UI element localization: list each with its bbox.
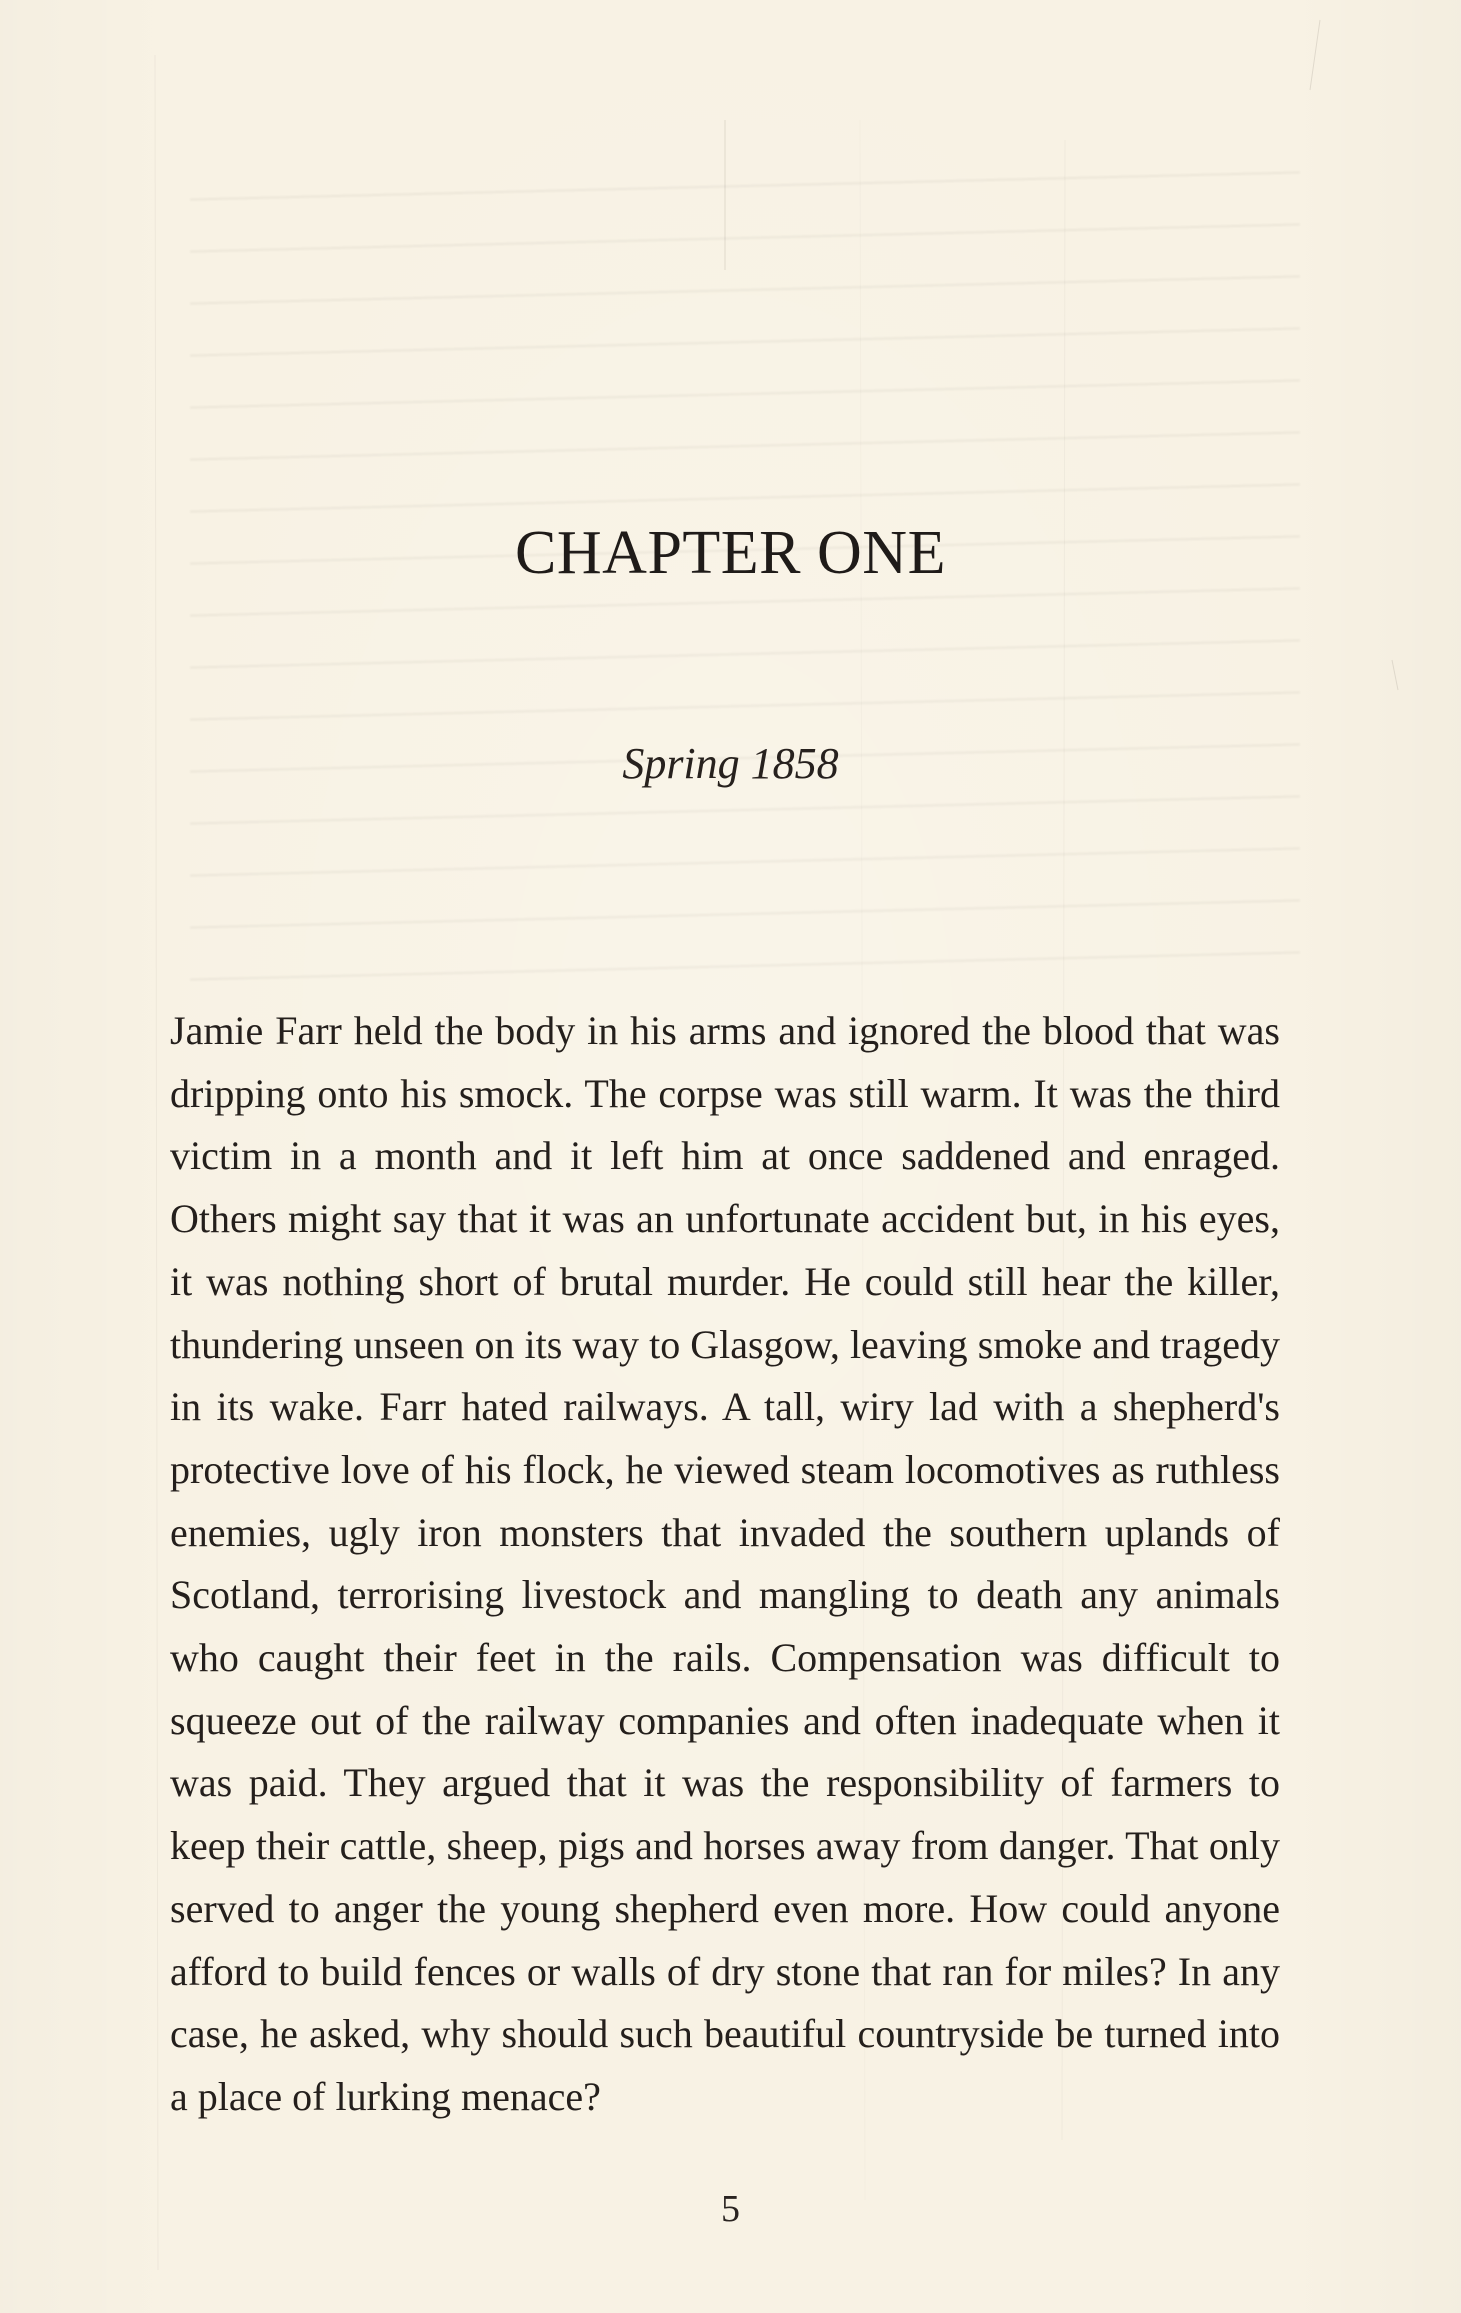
page-number: 5 <box>721 2188 740 2230</box>
bleed-through-text <box>190 171 1300 1028</box>
chapter-subtitle: Spring 1858 <box>622 739 839 788</box>
chapter-title: CHAPTER ONE <box>515 519 946 587</box>
chapter-body-paragraph: Jamie Farr held the body in his arms and ignored the blood that was dripping onto his smock. The corpse was still warm. It was the third victim in a month and it left him at once saddened and enraged. Others might say that it was an unfortunate accident but, in his eyes, it was nothing short of brutal murder. He could still hear the killer, thundering unseen on its way to Glasgow, leaving smoke and tragedy in its wake. Farr hated railways. A tall, wiry lad with a shepherd's protective love of his flock, he viewed steam locomotives as ruthless enemies, ugly iron monsters that invaded the southern uplands of Scotland, terrorising livestock and mangling to death any animals who caught their feet in the rails. Compensation was difficult to squeeze out of the railway companies and often inadequate when it was paid. They argued that it was the responsibility of farmers to keep their cattle, sheep, pigs and horses away from danger. That only served to anger the young shepherd even more. How could anyone afford to build fences or walls of dry stone that ran for miles? In any case, he asked, why should such beautiful countryside be turned into a place of lurking menace? <box>170 1008 1280 2119</box>
